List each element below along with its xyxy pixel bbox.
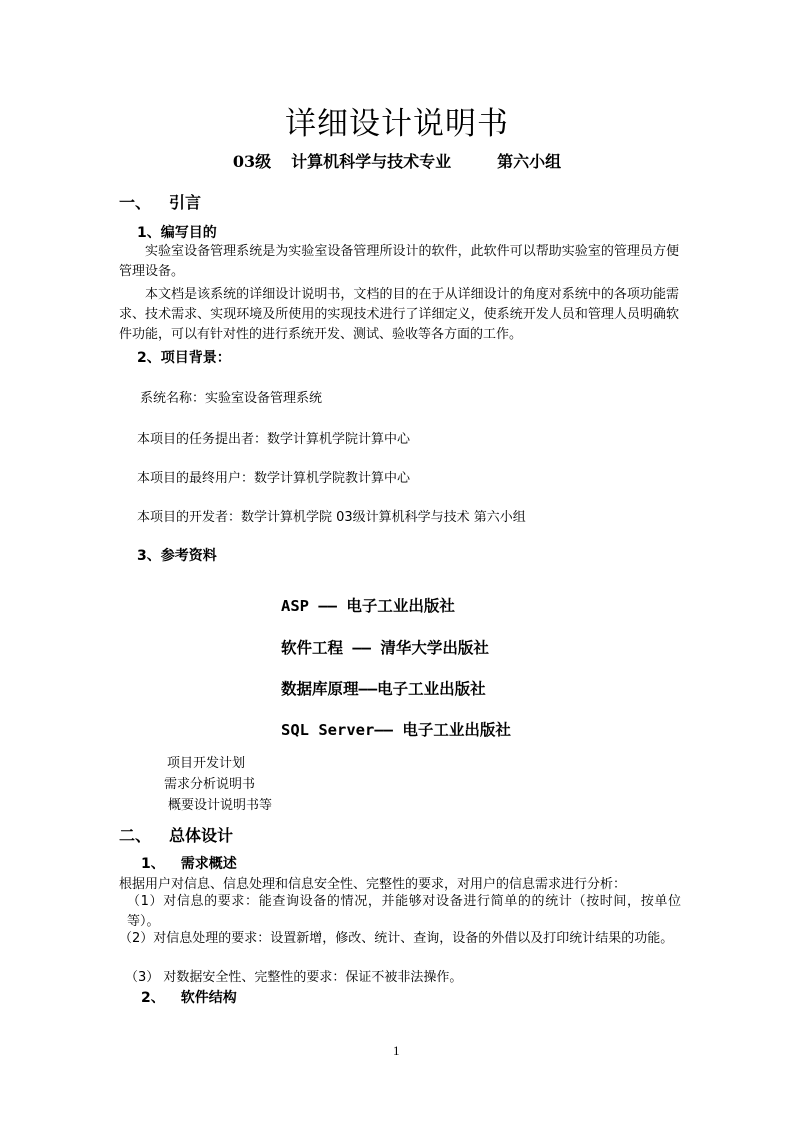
section-1-3-heading: 3、参考资料 xyxy=(137,548,217,564)
reference-item: SQL Server—— 电子工业出版社 xyxy=(281,721,511,739)
reference-item: 数据库原理——电子工业出版社 xyxy=(281,680,486,698)
section-2-1-heading xyxy=(141,853,237,873)
section-2-heading xyxy=(119,823,233,846)
project-proposer: 本项目的任务提出者：数学计算机学院计算中心 xyxy=(137,432,411,447)
section-1-heading xyxy=(119,190,201,213)
section-1-1-paragraph-2: 本文档是该系统的详细设计说明书，文档的目的在于从详细设计的角度对系统中的各项功能需求、技术需求、实现环境及所使用的实现技术进行了详细定义，使系统开发人员和管理人员明确软件功能，可以有针对性的进行系统开发、测试、验收等各方面的工作。 xyxy=(119,287,679,342)
section-2-number: 二、 xyxy=(119,826,152,845)
section-2-1-title: 需求概述 xyxy=(180,856,237,872)
section-1-2-heading: 2、项目背景： xyxy=(137,350,231,366)
doc-list-item: 需求分析说明书 xyxy=(164,777,256,792)
subtitle-group: 第六小组 xyxy=(497,152,562,171)
subtitle-grade: 03级 xyxy=(232,152,272,171)
section-2-2-title: 软件结构 xyxy=(180,990,237,1006)
document-subtitle xyxy=(0,149,794,172)
document-title: 详细设计说明书 xyxy=(285,106,509,142)
reference-item: 软件工程 —— 清华大学出版社 xyxy=(281,639,489,657)
page-number: 1 xyxy=(393,1043,400,1058)
requirements-intro: 根据用户对信息、信息处理和信息安全性、完整性的要求，对用户的信息需求进行分析： xyxy=(119,877,627,892)
reference-item: ASP —— 电子工业出版社 xyxy=(281,597,455,615)
section-1-1-heading: 1、编写目的 xyxy=(137,225,217,241)
system-name: 系统名称：实验室设备管理系统 xyxy=(140,391,323,406)
section-1-title: 引言 xyxy=(169,193,202,212)
doc-list-item: 项目开发计划 xyxy=(167,756,246,771)
requirement-item-2: （2）对信息处理的要求：设置新增，修改、统计、查询，设备的外借以及打印统计结果的功能。 xyxy=(119,931,674,946)
section-1-1-paragraph-1: 实验室设备管理系统是为实验室设备管理所设计的软件，此软件可以帮助实验室的管理员方便管理设备。 xyxy=(119,244,679,279)
subtitle-major: 计算机科学与技术专业 xyxy=(291,152,452,171)
requirement-item-3: （3） 对数据安全性、完整性的要求：保证不被非法操作。 xyxy=(125,970,463,985)
section-2-title: 总体设计 xyxy=(169,826,234,845)
section-2-2-heading xyxy=(141,987,237,1007)
doc-list-item: 概要设计说明书等 xyxy=(168,798,273,813)
requirement-item-1: （1）对信息的要求：能查询设备的情况，并能够对设备进行简单的的统计（按时间，按单位等）。 xyxy=(127,894,681,929)
section-2-2-number: 2、 xyxy=(141,990,165,1006)
section-1-number: 一、 xyxy=(119,193,152,212)
section-2-1-number: 1、 xyxy=(141,856,165,872)
project-developer: 本项目的开发者：数学计算机学院 03级计算机科学与技术 第六小组 xyxy=(137,510,526,525)
project-end-user: 本项目的最终用户：数学计算机学院教计算中心 xyxy=(137,471,411,486)
